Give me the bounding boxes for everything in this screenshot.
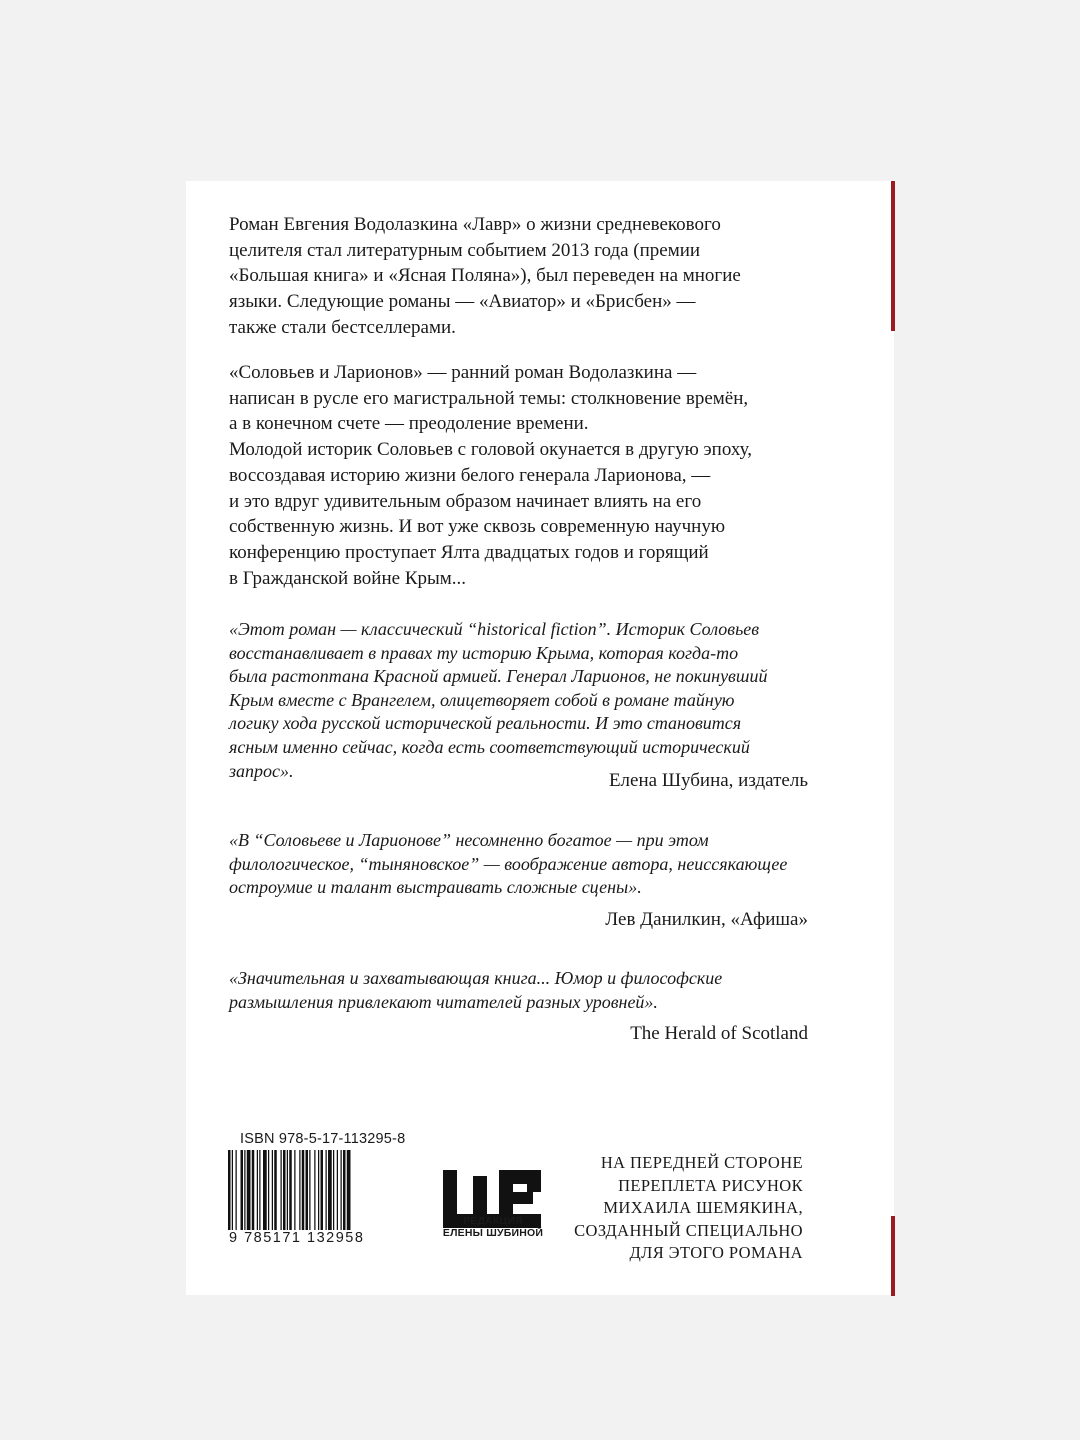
text-line: языки. Следующие романы — «Авиатор» и «Брисбен» —: [229, 291, 696, 313]
text-line: Молодой историк Соловьев с головой окунается в другую эпоху,: [229, 439, 752, 461]
text-line: а в конечном счете — преодоление времени.: [229, 413, 589, 435]
publisher-name: [434, 1215, 552, 1239]
barcode-icon: [228, 1150, 396, 1240]
quote-line: остроумие и талант выстраивать сложные сцены».: [229, 877, 642, 898]
text-line: «Большая книга» и «Ясная Поляна»), был переведен на многие: [229, 265, 741, 287]
text-line: собственную жизнь. И вот уже сквозь современную научную: [229, 516, 726, 538]
quote-line: «Этот роман — классический “historical fiction”. Историк Соловьев: [229, 619, 760, 639]
isbn-label: ISBN 978-5-17-113295-8: [240, 1131, 406, 1147]
quote-line: филологическое, “тыняновское” — воображение автора, неиссякающее: [229, 853, 788, 874]
review-quote: [229, 829, 829, 900]
text-line: Роман Евгения Водолазкина «Лавр» о жизни средневекового: [229, 214, 721, 235]
text-line: в Гражданской войне Крым...: [229, 567, 467, 589]
text-line: написан в русле его магистральной темы: столкновение времён,: [229, 387, 749, 409]
intro-paragraph: [229, 212, 829, 341]
quote-line: Крым вместе с Врангелем, олицетворяет собой в романе тайную: [229, 689, 735, 710]
spine-accent-top: [891, 181, 895, 331]
note-line: НА ПЕРЕДНЕЙ СТОРОНЕ: [600, 1153, 803, 1172]
barcode-number: 9 785171 132958: [229, 1230, 365, 1246]
quote-line: ясным именно сейчас, когда есть соответствующий исторический: [229, 736, 750, 757]
review-quote: [229, 618, 829, 783]
quote-line: «Значительная и захватывающая книга... Юмор и философские: [229, 968, 723, 988]
text-line: целителя стал литературным событием 2013 года (премии: [229, 239, 701, 261]
quote-author: The Herald of Scotland: [630, 1023, 808, 1044]
cover-art-note: [574, 1152, 803, 1265]
note-line: ДЛЯ ЭТОГО РОМАНА: [629, 1243, 803, 1262]
text-line: «Соловьев и Ларионов» — ранний роман Водолазкина —: [229, 362, 697, 383]
note-line: ПЕРЕПЛЕТА РИСУНОК: [618, 1175, 803, 1195]
quote-author: Лев Данилкин, «Афиша»: [605, 909, 808, 930]
quote-line: запрос».: [229, 760, 294, 781]
quote-line: восстанавливает в правах ту историю Крыма, которая когда-то: [229, 642, 739, 663]
note-line: СОЗДАННЫЙ СПЕЦИАЛЬНО: [574, 1220, 803, 1240]
quote-author: Елена Шубина, издатель: [608, 770, 808, 791]
spine-accent-bottom: [891, 1216, 895, 1296]
description-paragraph: [229, 360, 829, 591]
publisher-line: РЕДАКЦИЯ: [463, 1215, 523, 1227]
text-line: конференцию проступает Ялта двадцатых годов и горящий: [229, 541, 709, 563]
note-line: МИХАИЛА ШЕМЯКИНА,: [603, 1198, 803, 1217]
publisher-line: ЕЛЕНЫ ШУБИНОЙ: [442, 1227, 544, 1239]
text-line: и это вдруг удивительным образом начинает влиять на его: [229, 490, 702, 512]
barcode-digits: [228, 1230, 396, 1246]
review-quote: [229, 967, 829, 1014]
text-line: также стали бестселлерами.: [229, 316, 456, 338]
quote-line: «В “Соловьеве и Ларионове” несомненно богатое — при этом: [229, 830, 709, 850]
quote-line: размышления привлекают читателей разных уровней».: [229, 991, 658, 1012]
quote-line: логику хода русской исторической реальности. И это становится: [229, 713, 742, 734]
quote-line: была растоптана Красной армией. Генерал Ларионов, не покинувший: [229, 666, 768, 687]
text-line: воссоздавая историю жизни белого генерала Ларионова, —: [229, 464, 711, 486]
